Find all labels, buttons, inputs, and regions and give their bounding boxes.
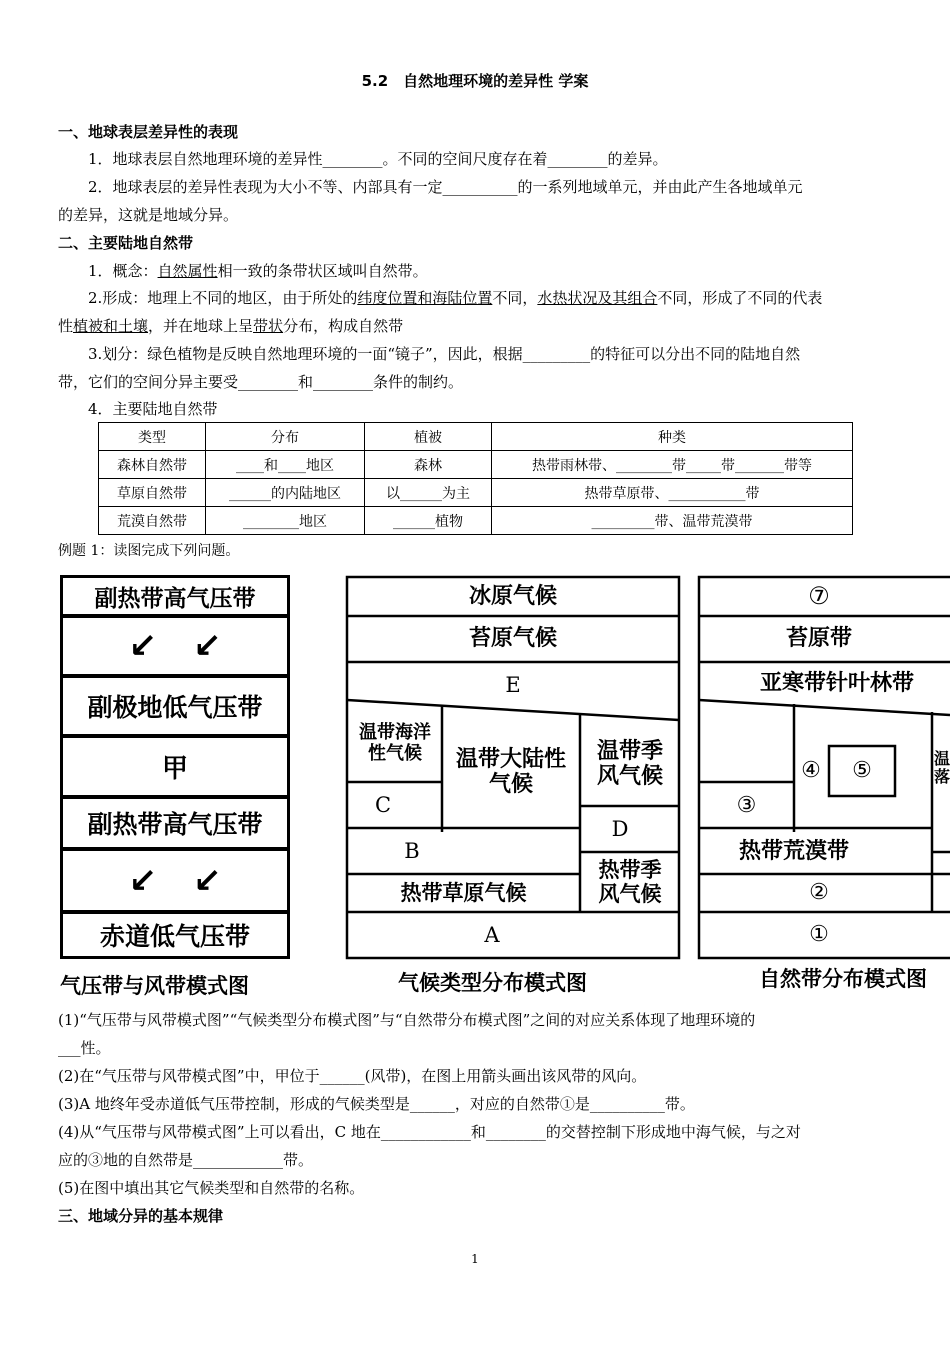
- table-cell: ________地区: [206, 507, 365, 535]
- zone-7: ⑦: [808, 581, 830, 610]
- natural-zone-table: [98, 422, 853, 535]
- q4b: 应的③地的自然带是____________带。: [58, 1151, 314, 1169]
- climate-D: D: [611, 816, 629, 841]
- zone-5: ⑤: [852, 758, 872, 784]
- q4a: (4)从“气压带与风带模式图”上可以看出，C 地在____________和________的交替控制下形成地中海气候，与之对: [58, 1123, 801, 1141]
- table-row: [99, 507, 853, 535]
- climate-monsoon-tropical: 热带季风气候: [598, 857, 662, 906]
- zone-3: ③: [736, 793, 757, 819]
- table-header: 分布: [206, 423, 365, 451]
- table-row: [99, 451, 853, 479]
- climate-E: E: [505, 672, 521, 697]
- zone-partial-label: 温落: [934, 749, 950, 786]
- table-cell: 草原自然带: [99, 479, 206, 507]
- climate-B: B: [404, 838, 420, 863]
- s2-p3b: 带，它们的空间分异主要受________和________条件的制约。: [58, 373, 464, 391]
- climate-ice: 冰原气候: [468, 583, 557, 609]
- s1-p2a: 2．地球表层的差异性表现为大小不等、内部具有一定__________的一系列地域单元，并由此产生各地域单元: [88, 178, 803, 196]
- table-row: [99, 479, 853, 507]
- q1a: (1)“气压带与风带模式图”“气候类型分布模式图”与“自然带分布模式图”之间的对应关系体现了地理环境的: [58, 1011, 756, 1029]
- section-1-heading: 一、地球表层差异性的表现: [58, 123, 239, 141]
- table-cell: ____和____地区: [206, 451, 365, 479]
- pressure-belt-1: 副热带高气压带: [60, 575, 290, 617]
- table-cell: 森林: [365, 451, 492, 479]
- climate-savanna: 热带草原气候: [400, 880, 527, 905]
- climate-monsoon-temperate: 温带季风气候: [596, 738, 663, 789]
- climate-caption: 气候类型分布模式图: [398, 971, 587, 995]
- climate-A: A: [484, 922, 500, 947]
- s1-p2b: 的差异，这就是地域分异。: [58, 206, 239, 224]
- pressure-caption: 气压带与风带模式图: [60, 974, 249, 998]
- zone-2: ②: [809, 880, 829, 906]
- zone-desert: 热带荒漠带: [738, 839, 849, 865]
- q1b: ___性。: [58, 1039, 111, 1057]
- arrow-icon: ↙: [128, 626, 193, 666]
- pressure-belt-3: 副热带高气压带: [60, 796, 290, 850]
- table-cell: ______的内陆地区: [206, 479, 365, 507]
- table-header: 植被: [365, 423, 492, 451]
- wind-belt-jia: 甲: [60, 735, 290, 798]
- arrow-icon: ↙: [128, 860, 193, 901]
- table-header-row: [99, 423, 853, 451]
- table-cell: _________带、温带荒漠带: [492, 507, 853, 535]
- page-title: 5.2 自然地理环境的差异性 学案: [361, 72, 589, 90]
- climate-continental: 温带大陆性气候: [455, 746, 566, 797]
- arrow-icon: ↙: [193, 626, 258, 666]
- q3: (3)A 地终年受赤道低气压带控制，形成的气候类型是______，对应的自然带①是__________带。: [58, 1095, 695, 1113]
- table-header: 类型: [99, 423, 206, 451]
- s2-p1: 1．概念：自然属性相一致的条带状区域叫自然带。: [88, 262, 428, 280]
- example-label: 例题 1：读图完成下列问题。: [58, 543, 240, 559]
- pressure-belt-4: 赤道低气压带: [60, 911, 290, 959]
- climate-tundra: 苔原气候: [468, 626, 557, 652]
- zone-1: ①: [809, 922, 829, 948]
- s2-p2-cont: 性植被和土壤，并在地球上呈带状分布，构成自然带: [58, 317, 404, 335]
- climate-C: C: [374, 792, 392, 817]
- table-cell: 森林自然带: [99, 451, 206, 479]
- q2: (2)在“气压带与风带模式图”中，甲位于______(风带)，在图上用箭头画出该风带的风向。: [58, 1067, 647, 1085]
- section-3-heading: 三、地域分异的基本规律: [58, 1207, 224, 1225]
- zone-4: ④: [801, 758, 821, 784]
- table-cell: 热带草原带、___________带: [492, 479, 853, 507]
- climate-marine: 温带海洋性气候: [359, 722, 431, 764]
- table-cell: 热带雨林带、________带_____带_______带等: [492, 451, 853, 479]
- zone-taiga: 亚寒带针叶林带: [760, 671, 915, 697]
- pressure-belt-2: 副极地低气压带: [60, 675, 290, 737]
- table-cell: 以______为主: [365, 479, 492, 507]
- s1-p1: 1．地球表层自然地理环境的差异性________。不同的空间尺度存在着________的差异。: [88, 150, 668, 168]
- zone-tundra: 苔原带: [785, 626, 852, 652]
- s2-p3a: 3.划分：绿色植物是反映自然地理环境的一面“镜子”，因此，根据_________的特征可以分出不同的陆地自然: [88, 345, 801, 363]
- s2-p2: 2.形成：地理上不同的地区，由于所处的纬度位置和海陆位置不同，水热状况及其组合不同，形成了不同的代表: [88, 289, 823, 307]
- table-cell: 荒漠自然带: [99, 507, 206, 535]
- page-number: 1: [471, 1252, 479, 1266]
- table-header: 种类: [492, 423, 853, 451]
- section-2-heading: 二、主要陆地自然带: [58, 234, 194, 252]
- table-cell: ______植物: [365, 507, 492, 535]
- s2-p4: 4．主要陆地自然带: [88, 400, 218, 418]
- arrow-icon: ↙: [193, 860, 258, 901]
- example-figure: [0, 570, 950, 1000]
- q5: (5)在图中填出其它气候类型和自然带的名称。: [58, 1179, 365, 1197]
- zone-caption: 自然带分布模式图: [759, 967, 927, 991]
